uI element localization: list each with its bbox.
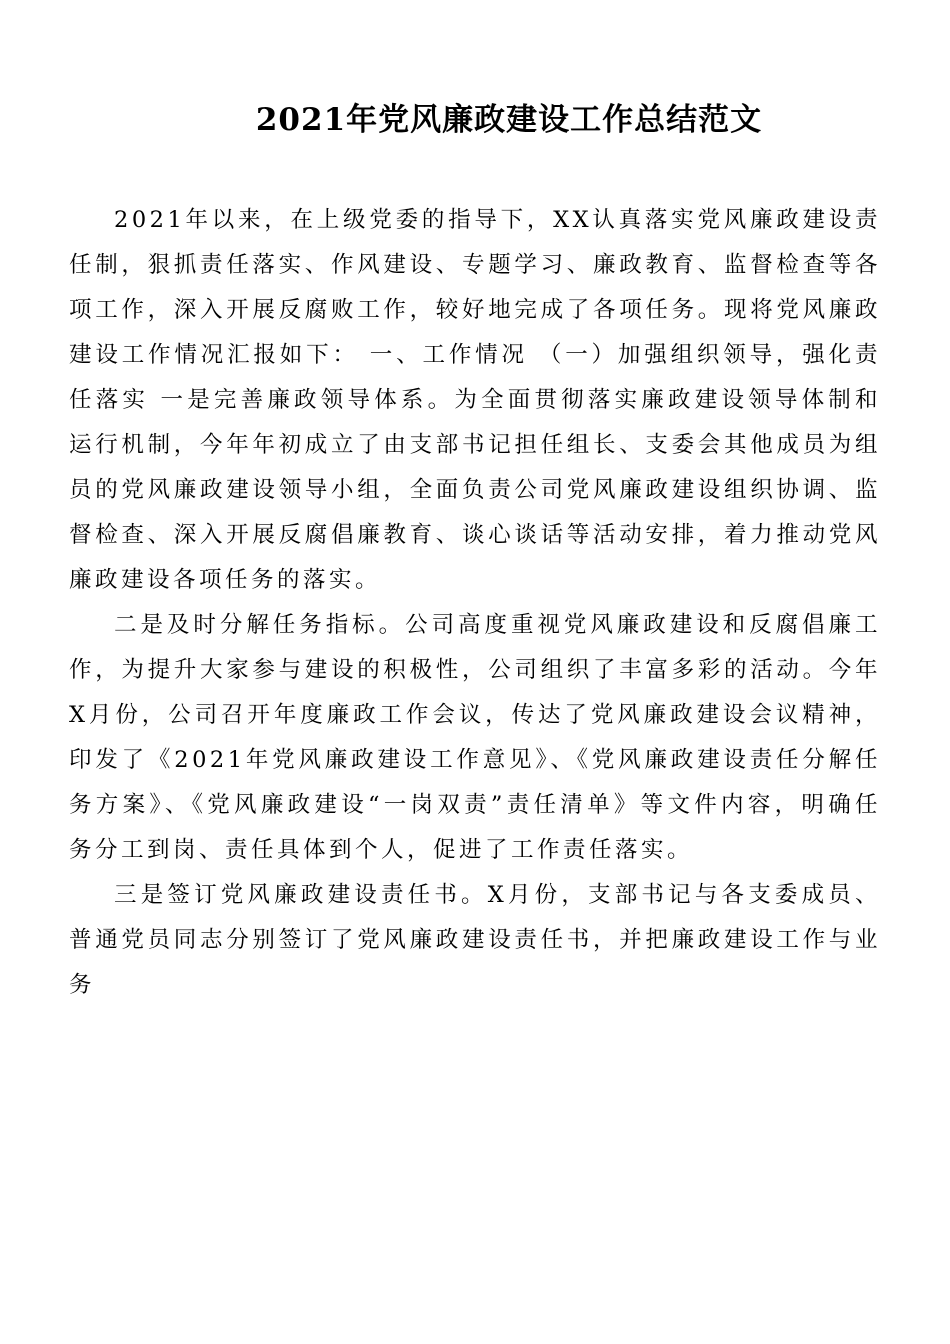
document-body [69,198,881,1008]
paragraph-3: 三是签订党风廉政建设责任书。X月份，支部书记与各支委成员、普通党员同志分别签订了党风廉政建设责任书，并把廉政建设工作与业务 [69,882,881,998]
paragraph-2: 二是及时分解任务指标。公司高度重视党风廉政建设和反腐倡廉工作，为提升大家参与建设的积极性，公司组织了丰富多彩的活动。今年X月份，公司召开年度廉政工作会议，传达了党风廉政建设会议精神，印发了《2021年党风廉政建设工作意见》、《党风廉政建设责任分解任务方案》、《党风廉政建设“一岗双责”责任清单》等文件内容，明确任务分工到岗、责任具体到个人，促进了工作责任落实。 [69,612,881,863]
paragraph-1: 2021年以来，在上级党委的指导下，XX认真落实党风廉政建设责任制，狠抓责任落实、作风建设、专题学习、廉政教育、监督检查等各项工作，深入开展反腐败工作，较好地完成了各项任务。现将党风廉政建设工作情况汇报如下： 一、工作情况 （一）加强组织领导，强化责任落实 一是完善廉政领导体系。为全面贯彻落实廉政建设领导体制和运行机制，今年年初成立了由支部书记担任组长、支委会其他成员为组员的党风廉政建设领导小组，全面负责公司党风廉政建设组织协调、监督检查、深入开展反腐倡廉教育、谈心谈话等活动安排，着力推动党风廉政建设各项任务的落实。 [69,207,881,593]
document-title: 2021年党风廉政建设工作总结范文 [255,102,763,138]
